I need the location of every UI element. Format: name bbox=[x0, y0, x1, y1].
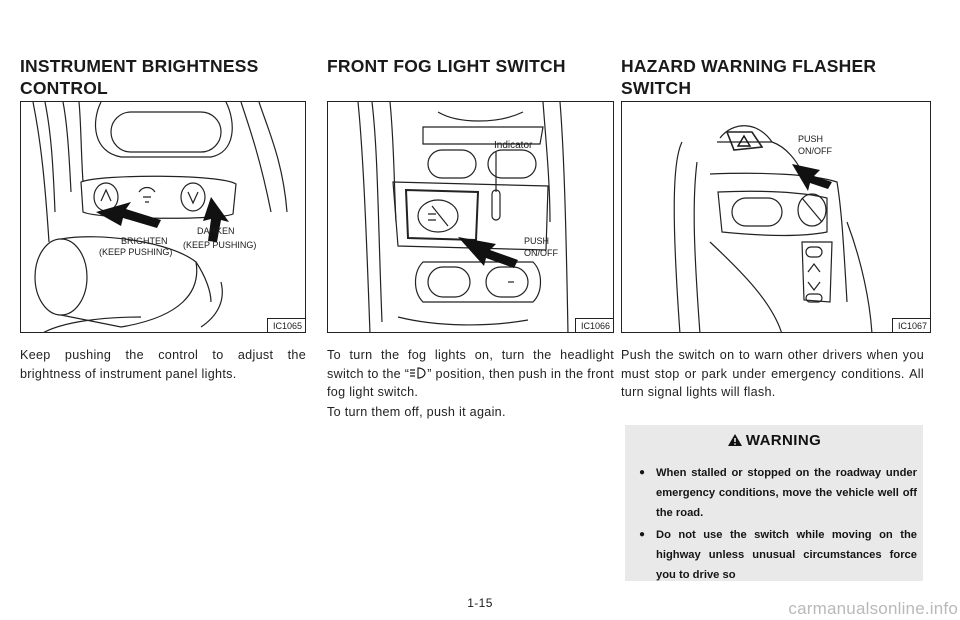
section-heading bbox=[621, 55, 876, 99]
heading-line-1: HAZARD WARNING FLASHER bbox=[621, 56, 877, 76]
figure-code: IC1065 bbox=[267, 318, 305, 332]
page-number: 1-15 bbox=[467, 596, 493, 610]
brightness-control-figure bbox=[20, 101, 306, 333]
label-brighten: BRIGHTEN bbox=[121, 236, 168, 246]
label-onoff: ON/OFF bbox=[524, 248, 558, 258]
hazard-switch-figure bbox=[621, 101, 931, 333]
fog-light-instruction bbox=[327, 346, 614, 402]
warning-item-text: Do not use the switch while moving on the highway unless unusual circumstances force you to drive so bbox=[656, 529, 917, 581]
label-push: PUSH bbox=[524, 236, 550, 246]
bullet-icon: ● bbox=[639, 467, 646, 478]
section-heading bbox=[20, 55, 259, 99]
fog-light-symbol-icon bbox=[409, 367, 427, 379]
label-brighten-sub: (KEEP PUSHING) bbox=[99, 247, 173, 257]
fog-light-switch-figure bbox=[327, 101, 614, 333]
fog-light-instruction-part-1: To turn the fog lights on, turn the headlight switch to the “ bbox=[327, 348, 614, 381]
hazard-switch-illustration bbox=[622, 102, 931, 333]
fog-light-instruction-part-2: ” position, then push in the front fog light switch. bbox=[327, 366, 614, 399]
figure-code: IC1067 bbox=[892, 318, 930, 332]
fog-light-switch-illustration bbox=[328, 102, 614, 333]
warning-item bbox=[639, 463, 917, 523]
label-indicator: Indicator bbox=[494, 140, 533, 151]
brightness-description: Keep pushing the control to adjust the brightness of instrument panel lights. bbox=[20, 348, 306, 381]
heading-line-2: SWITCH bbox=[621, 78, 692, 98]
heading-line-1: INSTRUMENT BRIGHTNESS bbox=[20, 56, 259, 76]
heading-line-2: CONTROL bbox=[20, 78, 108, 98]
warning-item-text: When stalled or stopped on the roadway under emergency conditions, move the vehicle well off the road. bbox=[656, 467, 917, 519]
fog-light-off-instruction: To turn them off, push it again. bbox=[327, 405, 506, 419]
warning-triangle-icon bbox=[727, 433, 743, 447]
figure-code: IC1066 bbox=[575, 318, 613, 332]
hazard-description: Push the switch on to warn other drivers when you must stop or park under emergency conditions. All turn signal lights will flash. bbox=[621, 348, 924, 399]
warning-item bbox=[639, 525, 917, 581]
warning-box bbox=[625, 425, 923, 581]
warning-title-text: WARNING bbox=[745, 432, 822, 449]
section-heading: FRONT FOG LIGHT SWITCH bbox=[327, 56, 566, 76]
brightness-control-illustration bbox=[21, 102, 306, 333]
label-darken: DARKEN bbox=[197, 226, 235, 236]
label-darken-sub: (KEEP PUSHING) bbox=[183, 240, 257, 250]
label-push: PUSH bbox=[798, 134, 824, 144]
watermark: carmanualsonline.info bbox=[788, 599, 958, 618]
bullet-icon: ● bbox=[639, 529, 646, 540]
label-onoff: ON/OFF bbox=[798, 146, 832, 156]
warning-title bbox=[625, 432, 923, 449]
